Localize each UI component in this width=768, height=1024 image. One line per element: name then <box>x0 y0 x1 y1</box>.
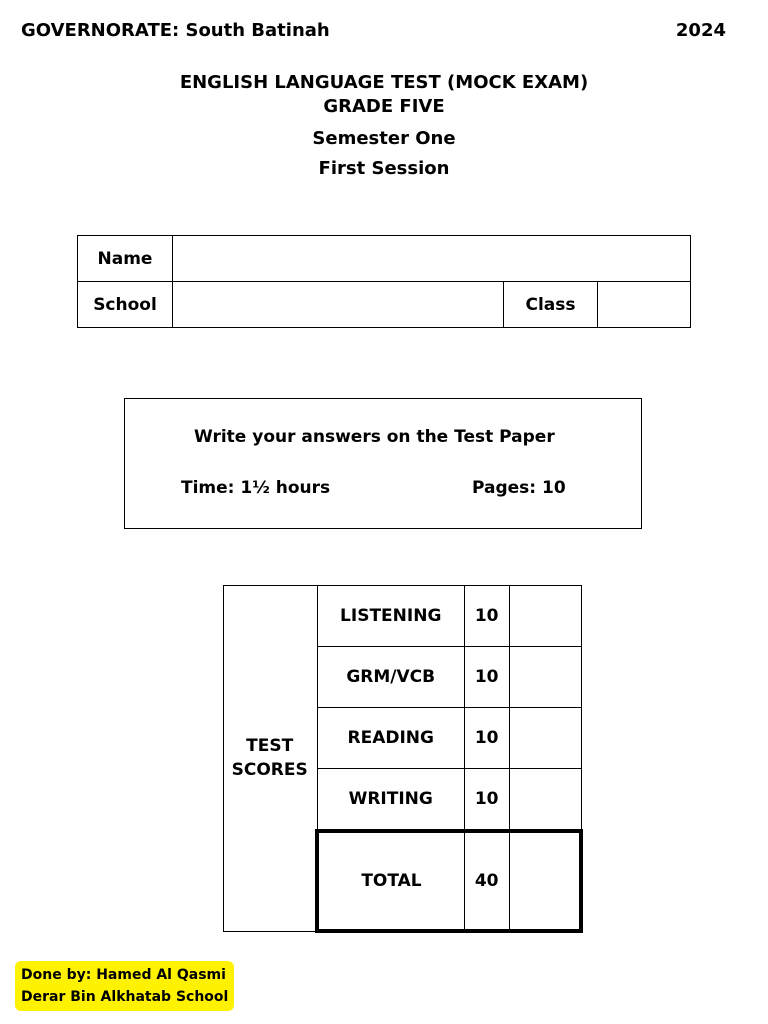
mark-field-reading[interactable] <box>509 708 581 769</box>
school-field[interactable] <box>173 282 504 328</box>
max-score-listening: 10 <box>464 586 509 647</box>
author-credit-line1: Done by: Hamed Al Qasmi <box>21 967 226 983</box>
session-title: First Session <box>318 158 450 179</box>
exam-title: ENGLISH LANGUAGE TEST (MOCK EXAM) <box>179 72 589 93</box>
skill-label-writing: WRITING <box>317 769 464 832</box>
skill-label-grm-vcb: GRM/VCB <box>317 647 464 708</box>
mark-field-listening[interactable] <box>509 586 581 647</box>
mark-field-grm-vcb[interactable] <box>509 647 581 708</box>
name-label: Name <box>78 236 173 282</box>
test-scores-label <box>224 586 318 932</box>
student-info-table <box>77 235 691 328</box>
time-label: Time: 1½ hours <box>181 478 331 498</box>
class-label: Class <box>504 282 598 328</box>
test-scores-label-line1: TEST <box>246 736 294 757</box>
class-field[interactable] <box>598 282 691 328</box>
pages-label: Pages: 10 <box>472 478 566 498</box>
max-score-reading: 10 <box>464 708 509 769</box>
instructions-text: Write your answers on the Test Paper <box>194 427 555 447</box>
skill-label-reading: READING <box>317 708 464 769</box>
name-field[interactable] <box>173 236 691 282</box>
total-label: TOTAL <box>317 831 464 931</box>
test-scores-table <box>223 585 583 933</box>
author-credit-line2: Derar Bin Alkhatab School <box>21 989 229 1005</box>
skill-label-listening: LISTENING <box>317 586 464 647</box>
instructions-box <box>124 398 642 529</box>
test-scores-label-line2: SCORES <box>231 760 308 781</box>
author-credit <box>15 961 234 1011</box>
max-score-writing: 10 <box>464 769 509 832</box>
mark-field-writing[interactable] <box>509 769 581 832</box>
max-score-grm-vcb: 10 <box>464 647 509 708</box>
semester-title: Semester One <box>312 128 456 149</box>
year-label: 2024 <box>675 20 726 41</box>
governorate-label: GOVERNORATE: South Batinah <box>21 20 330 41</box>
total-max-score: 40 <box>464 831 509 931</box>
total-mark-field[interactable] <box>509 831 581 931</box>
grade-title: GRADE FIVE <box>323 96 445 117</box>
school-label: School <box>78 282 173 328</box>
